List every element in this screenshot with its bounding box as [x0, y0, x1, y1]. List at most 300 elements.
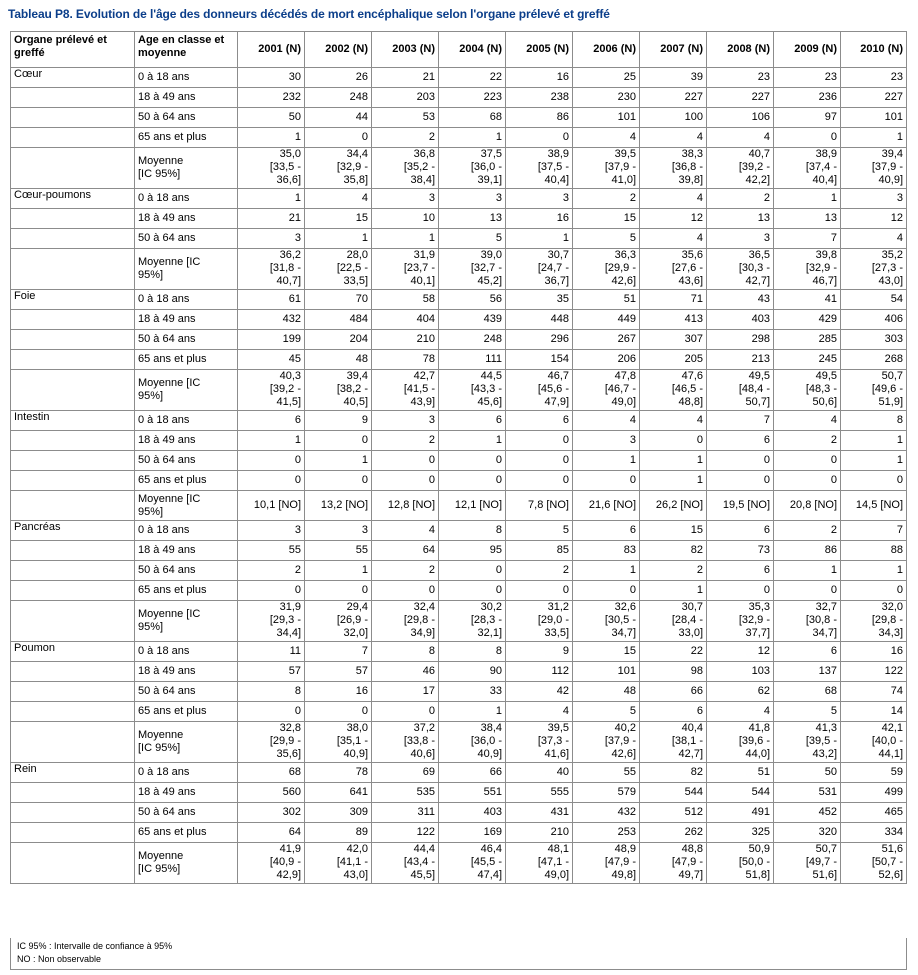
value-cell: 47,8 [46,7 - 49,0] — [573, 370, 640, 411]
table-row — [11, 722, 907, 763]
value-cell: 35,0 [33,5 - 36,6] — [238, 148, 305, 189]
value-cell: 88 — [841, 541, 907, 561]
value-cell: 2 — [774, 431, 841, 451]
value-cell: 227 — [841, 88, 907, 108]
value-cell: 334 — [841, 823, 907, 843]
age-cell: 65 ans et plus — [135, 350, 238, 370]
value-cell: 0 — [774, 581, 841, 601]
value-cell: 16 — [305, 682, 372, 702]
value-cell: 21 — [238, 209, 305, 229]
value-cell: 3 — [573, 431, 640, 451]
value-cell: 560 — [238, 783, 305, 803]
value-cell: 3 — [439, 189, 506, 209]
value-cell: 98 — [640, 662, 707, 682]
value-cell: 6 — [506, 411, 573, 431]
age-cell: 50 à 64 ans — [135, 451, 238, 471]
value-cell: 49,5 [48,4 - 50,7] — [707, 370, 774, 411]
value-cell: 62 — [707, 682, 774, 702]
value-cell: 0 — [238, 471, 305, 491]
value-cell: 1 — [305, 229, 372, 249]
value-cell: 491 — [707, 803, 774, 823]
value-cell: 303 — [841, 330, 907, 350]
organ-cell-empty — [11, 88, 135, 108]
value-cell: 41 — [774, 290, 841, 310]
value-cell: 0 — [506, 581, 573, 601]
table-row — [11, 330, 907, 350]
value-cell: 3 — [841, 189, 907, 209]
value-cell: 2 — [640, 561, 707, 581]
value-cell: 95 — [439, 541, 506, 561]
value-cell: 3 — [238, 521, 305, 541]
value-cell: 4 — [640, 411, 707, 431]
value-cell: 82 — [640, 763, 707, 783]
organ-cell-empty — [11, 702, 135, 722]
value-cell: 68 — [439, 108, 506, 128]
value-cell: 13 — [774, 209, 841, 229]
value-cell: 1 — [640, 581, 707, 601]
value-cell: 12 — [640, 209, 707, 229]
value-cell: 13 — [707, 209, 774, 229]
value-cell: 13 — [439, 209, 506, 229]
value-cell: 28,0 [22,5 - 33,5] — [305, 249, 372, 290]
value-cell: 44,4 [43,4 - 45,5] — [372, 843, 439, 884]
value-cell: 36,2 [31,8 - 40,7] — [238, 249, 305, 290]
value-cell: 302 — [238, 803, 305, 823]
value-cell: 25 — [573, 68, 640, 88]
value-cell: 1 — [841, 451, 907, 471]
value-cell: 32,6 [30,5 - 34,7] — [573, 601, 640, 642]
organ-cell: Cœur-poumons — [11, 189, 135, 209]
table-row — [11, 702, 907, 722]
age-cell: 0 à 18 ans — [135, 411, 238, 431]
value-cell: 0 — [573, 471, 640, 491]
value-cell: 37,2 [33,8 - 40,6] — [372, 722, 439, 763]
value-cell: 0 — [506, 451, 573, 471]
value-cell: 236 — [774, 88, 841, 108]
value-cell: 3 — [506, 189, 573, 209]
value-cell: 64 — [238, 823, 305, 843]
value-cell: 544 — [707, 783, 774, 803]
organ-cell: Pancréas — [11, 521, 135, 541]
value-cell: 85 — [506, 541, 573, 561]
organ-cell: Cœur — [11, 68, 135, 88]
value-cell: 0 — [439, 581, 506, 601]
data-table — [10, 31, 907, 884]
age-cell: Moyenne [IC 95%] — [135, 249, 238, 290]
value-cell: 0 — [305, 702, 372, 722]
value-cell: 3 — [305, 521, 372, 541]
value-cell: 320 — [774, 823, 841, 843]
value-cell: 50 — [774, 763, 841, 783]
value-cell: 14,5 [NO] — [841, 491, 907, 521]
age-cell: Moyenne [IC 95%] — [135, 601, 238, 642]
table-row — [11, 189, 907, 209]
value-cell: 641 — [305, 783, 372, 803]
table-row — [11, 662, 907, 682]
organ-cell-empty — [11, 682, 135, 702]
value-cell: 21 — [372, 68, 439, 88]
age-cell: Moyenne [IC 95%] — [135, 491, 238, 521]
value-cell: 33 — [439, 682, 506, 702]
value-cell: 248 — [439, 330, 506, 350]
value-cell: 0 — [506, 128, 573, 148]
value-cell: 0 — [439, 451, 506, 471]
value-cell: 0 — [238, 451, 305, 471]
value-cell: 4 — [640, 128, 707, 148]
table-row — [11, 783, 907, 803]
value-cell: 56 — [439, 290, 506, 310]
organ-cell-empty — [11, 722, 135, 763]
value-cell: 1 — [238, 189, 305, 209]
value-cell: 16 — [506, 68, 573, 88]
value-cell: 5 — [774, 702, 841, 722]
value-cell: 1 — [774, 189, 841, 209]
value-cell: 6 — [640, 702, 707, 722]
age-cell: 65 ans et plus — [135, 581, 238, 601]
value-cell: 38,0 [35,1 - 40,9] — [305, 722, 372, 763]
value-cell: 68 — [774, 682, 841, 702]
value-cell: 21,6 [NO] — [573, 491, 640, 521]
value-cell: 6 — [573, 521, 640, 541]
organ-cell-empty — [11, 209, 135, 229]
value-cell: 205 — [640, 350, 707, 370]
value-cell: 8 — [841, 411, 907, 431]
organ-cell-empty — [11, 330, 135, 350]
value-cell: 10 — [372, 209, 439, 229]
table-row — [11, 88, 907, 108]
value-cell: 57 — [238, 662, 305, 682]
table-row — [11, 128, 907, 148]
value-cell: 36,5 [30,3 - 42,7] — [707, 249, 774, 290]
value-cell: 58 — [372, 290, 439, 310]
value-cell: 40,4 [38,1 - 42,7] — [640, 722, 707, 763]
value-cell: 41,3 [39,5 - 43,2] — [774, 722, 841, 763]
value-cell: 4 — [640, 189, 707, 209]
organ-cell-empty — [11, 541, 135, 561]
value-cell: 8 — [238, 682, 305, 702]
value-cell: 49,5 [48,3 - 50,6] — [774, 370, 841, 411]
value-cell: 97 — [774, 108, 841, 128]
table-row — [11, 451, 907, 471]
age-cell: 50 à 64 ans — [135, 229, 238, 249]
value-cell: 82 — [640, 541, 707, 561]
value-cell: 238 — [506, 88, 573, 108]
value-cell: 6 — [707, 431, 774, 451]
value-cell: 2 — [372, 128, 439, 148]
value-cell: 32,7 [30,8 - 34,7] — [774, 601, 841, 642]
value-cell: 66 — [640, 682, 707, 702]
value-cell: 50,9 [50,0 - 51,8] — [707, 843, 774, 884]
value-cell: 55 — [305, 541, 372, 561]
value-cell: 66 — [439, 763, 506, 783]
value-cell: 0 — [372, 451, 439, 471]
value-cell: 325 — [707, 823, 774, 843]
value-cell: 35,3 [32,9 - 37,7] — [707, 601, 774, 642]
value-cell: 2 — [372, 561, 439, 581]
value-cell: 122 — [372, 823, 439, 843]
age-cell: Moyenne [IC 95%] — [135, 722, 238, 763]
value-cell: 36,3 [29,9 - 42,6] — [573, 249, 640, 290]
value-cell: 1 — [506, 229, 573, 249]
table-row — [11, 229, 907, 249]
organ-cell-empty — [11, 783, 135, 803]
value-cell: 0 — [841, 471, 907, 491]
value-cell: 35,6 [27,6 - 43,6] — [640, 249, 707, 290]
organ-cell-empty — [11, 370, 135, 411]
value-cell: 8 — [439, 642, 506, 662]
organ-cell: Rein — [11, 763, 135, 783]
header-year: 2004 (N) — [439, 32, 506, 68]
value-cell: 555 — [506, 783, 573, 803]
value-cell: 89 — [305, 823, 372, 843]
value-cell: 46 — [372, 662, 439, 682]
value-cell: 431 — [506, 803, 573, 823]
value-cell: 406 — [841, 310, 907, 330]
value-cell: 40 — [506, 763, 573, 783]
organ-cell: Poumon — [11, 642, 135, 662]
age-cell: 65 ans et plus — [135, 128, 238, 148]
table-title: Tableau P8. Evolution de l'âge des donneurs décédés de mort encéphalique selon l'organe prélevé et greffé — [8, 7, 610, 21]
value-cell: 37,5 [36,0 - 39,1] — [439, 148, 506, 189]
value-cell: 4 — [506, 702, 573, 722]
value-cell: 137 — [774, 662, 841, 682]
value-cell: 12 — [841, 209, 907, 229]
value-cell: 4 — [707, 128, 774, 148]
value-cell: 90 — [439, 662, 506, 682]
value-cell: 2 — [573, 189, 640, 209]
value-cell: 42 — [506, 682, 573, 702]
value-cell: 100 — [640, 108, 707, 128]
value-cell: 26,2 [NO] — [640, 491, 707, 521]
value-cell: 403 — [707, 310, 774, 330]
value-cell: 57 — [305, 662, 372, 682]
organ-cell-empty — [11, 561, 135, 581]
value-cell: 1 — [640, 471, 707, 491]
value-cell: 78 — [305, 763, 372, 783]
value-cell: 230 — [573, 88, 640, 108]
value-cell: 4 — [707, 702, 774, 722]
value-cell: 0 — [640, 431, 707, 451]
value-cell: 404 — [372, 310, 439, 330]
value-cell: 210 — [506, 823, 573, 843]
organ-cell-empty — [11, 823, 135, 843]
header-year: 2003 (N) — [372, 32, 439, 68]
value-cell: 50 — [238, 108, 305, 128]
value-cell: 32,8 [29,9 - 35,6] — [238, 722, 305, 763]
value-cell: 48,1 [47,1 - 49,0] — [506, 843, 573, 884]
value-cell: 15 — [573, 642, 640, 662]
value-cell: 285 — [774, 330, 841, 350]
header-year: 2008 (N) — [707, 32, 774, 68]
table-row — [11, 370, 907, 411]
value-cell: 101 — [841, 108, 907, 128]
value-cell: 12 — [707, 642, 774, 662]
organ-cell-empty — [11, 350, 135, 370]
value-cell: 55 — [238, 541, 305, 561]
age-cell: 18 à 49 ans — [135, 662, 238, 682]
age-cell: 18 à 49 ans — [135, 209, 238, 229]
value-cell: 210 — [372, 330, 439, 350]
value-cell: 101 — [573, 108, 640, 128]
value-cell: 439 — [439, 310, 506, 330]
age-cell: 18 à 49 ans — [135, 541, 238, 561]
value-cell: 39,4 [38,2 - 40,5] — [305, 370, 372, 411]
value-cell: 1 — [841, 431, 907, 451]
value-cell: 223 — [439, 88, 506, 108]
value-cell: 35 — [506, 290, 573, 310]
value-cell: 1 — [305, 451, 372, 471]
value-cell: 403 — [439, 803, 506, 823]
table-row — [11, 682, 907, 702]
value-cell: 48 — [573, 682, 640, 702]
value-cell: 7 — [305, 642, 372, 662]
value-cell: 38,3 [36,8 - 39,8] — [640, 148, 707, 189]
value-cell: 0 — [774, 451, 841, 471]
value-cell: 4 — [774, 411, 841, 431]
value-cell: 448 — [506, 310, 573, 330]
value-cell: 7 — [841, 521, 907, 541]
table-row — [11, 290, 907, 310]
value-cell: 298 — [707, 330, 774, 350]
value-cell: 55 — [573, 763, 640, 783]
value-cell: 44 — [305, 108, 372, 128]
value-cell: 449 — [573, 310, 640, 330]
value-cell: 8 — [372, 642, 439, 662]
value-cell: 10,1 [NO] — [238, 491, 305, 521]
value-cell: 30 — [238, 68, 305, 88]
value-cell: 204 — [305, 330, 372, 350]
organ-cell-empty — [11, 431, 135, 451]
value-cell: 39,8 [32,9 - 46,7] — [774, 249, 841, 290]
value-cell: 70 — [305, 290, 372, 310]
value-cell: 1 — [439, 128, 506, 148]
value-cell: 16 — [506, 209, 573, 229]
value-cell: 22 — [439, 68, 506, 88]
value-cell: 8 — [439, 521, 506, 541]
value-cell: 40,3 [39,2 - 41,5] — [238, 370, 305, 411]
value-cell: 111 — [439, 350, 506, 370]
organ-cell-empty — [11, 108, 135, 128]
value-cell: 4 — [372, 521, 439, 541]
value-cell: 0 — [506, 471, 573, 491]
value-cell: 535 — [372, 783, 439, 803]
value-cell: 0 — [707, 451, 774, 471]
value-cell: 22 — [640, 642, 707, 662]
value-cell: 227 — [707, 88, 774, 108]
value-cell: 232 — [238, 88, 305, 108]
age-cell: 0 à 18 ans — [135, 763, 238, 783]
value-cell: 50,7 [49,6 - 51,9] — [841, 370, 907, 411]
value-cell: 0 — [707, 581, 774, 601]
value-cell: 43 — [707, 290, 774, 310]
value-cell: 544 — [640, 783, 707, 803]
age-cell: 50 à 64 ans — [135, 561, 238, 581]
table-row — [11, 209, 907, 229]
value-cell: 35,2 [27,3 - 43,0] — [841, 249, 907, 290]
table-row — [11, 431, 907, 451]
value-cell: 0 — [774, 128, 841, 148]
value-cell: 39,5 [37,3 - 41,6] — [506, 722, 573, 763]
organ-cell-empty — [11, 471, 135, 491]
value-cell: 48 — [305, 350, 372, 370]
value-cell: 0 — [439, 561, 506, 581]
value-cell: 0 — [305, 581, 372, 601]
value-cell: 54 — [841, 290, 907, 310]
table-row — [11, 823, 907, 843]
value-cell: 16 — [841, 642, 907, 662]
value-cell: 0 — [841, 581, 907, 601]
value-cell: 2 — [238, 561, 305, 581]
value-cell: 0 — [305, 431, 372, 451]
organ-cell-empty — [11, 843, 135, 884]
table-row — [11, 68, 907, 88]
header-year: 2007 (N) — [640, 32, 707, 68]
age-cell: 0 à 18 ans — [135, 68, 238, 88]
table-row — [11, 521, 907, 541]
age-cell: 0 à 18 ans — [135, 642, 238, 662]
value-cell: 203 — [372, 88, 439, 108]
age-cell: Moyenne [IC 95%] — [135, 843, 238, 884]
organ-cell-empty — [11, 249, 135, 290]
organ-cell-empty — [11, 229, 135, 249]
header-year: 2006 (N) — [573, 32, 640, 68]
value-cell: 3 — [238, 229, 305, 249]
value-cell: 227 — [640, 88, 707, 108]
value-cell: 309 — [305, 803, 372, 823]
value-cell: 47,6 [46,5 - 48,8] — [640, 370, 707, 411]
value-cell: 101 — [573, 662, 640, 682]
age-cell: 50 à 64 ans — [135, 682, 238, 702]
value-cell: 15 — [640, 521, 707, 541]
value-cell: 1 — [573, 561, 640, 581]
organ-cell-empty — [11, 601, 135, 642]
age-cell: Moyenne [IC 95%] — [135, 370, 238, 411]
table-row — [11, 843, 907, 884]
table-row — [11, 541, 907, 561]
age-cell: 18 à 49 ans — [135, 88, 238, 108]
value-cell: 579 — [573, 783, 640, 803]
value-cell: 3 — [707, 229, 774, 249]
value-cell: 5 — [439, 229, 506, 249]
table-row — [11, 310, 907, 330]
header-year: 2001 (N) — [238, 32, 305, 68]
value-cell: 4 — [305, 189, 372, 209]
value-cell: 30,7 [28,4 - 33,0] — [640, 601, 707, 642]
footnote-no: NO : Non observable — [17, 954, 102, 964]
value-cell: 6 — [238, 411, 305, 431]
value-cell: 1 — [439, 431, 506, 451]
value-cell: 0 — [305, 471, 372, 491]
value-cell: 73 — [707, 541, 774, 561]
table-row — [11, 601, 907, 642]
value-cell: 38,9 [37,4 - 40,4] — [774, 148, 841, 189]
value-cell: 40,7 [39,2 - 42,2] — [707, 148, 774, 189]
value-cell: 19,5 [NO] — [707, 491, 774, 521]
value-cell: 0 — [238, 581, 305, 601]
age-cell: 65 ans et plus — [135, 702, 238, 722]
value-cell: 5 — [573, 702, 640, 722]
value-cell: 68 — [238, 763, 305, 783]
table-row — [11, 411, 907, 431]
organ-cell-empty — [11, 451, 135, 471]
age-cell: 18 à 49 ans — [135, 310, 238, 330]
value-cell: 45 — [238, 350, 305, 370]
organ-cell-empty — [11, 662, 135, 682]
value-cell: 199 — [238, 330, 305, 350]
value-cell: 46,7 [45,6 - 47,9] — [506, 370, 573, 411]
header-organ: Organe prélevé et greffé — [11, 32, 135, 68]
value-cell: 26 — [305, 68, 372, 88]
